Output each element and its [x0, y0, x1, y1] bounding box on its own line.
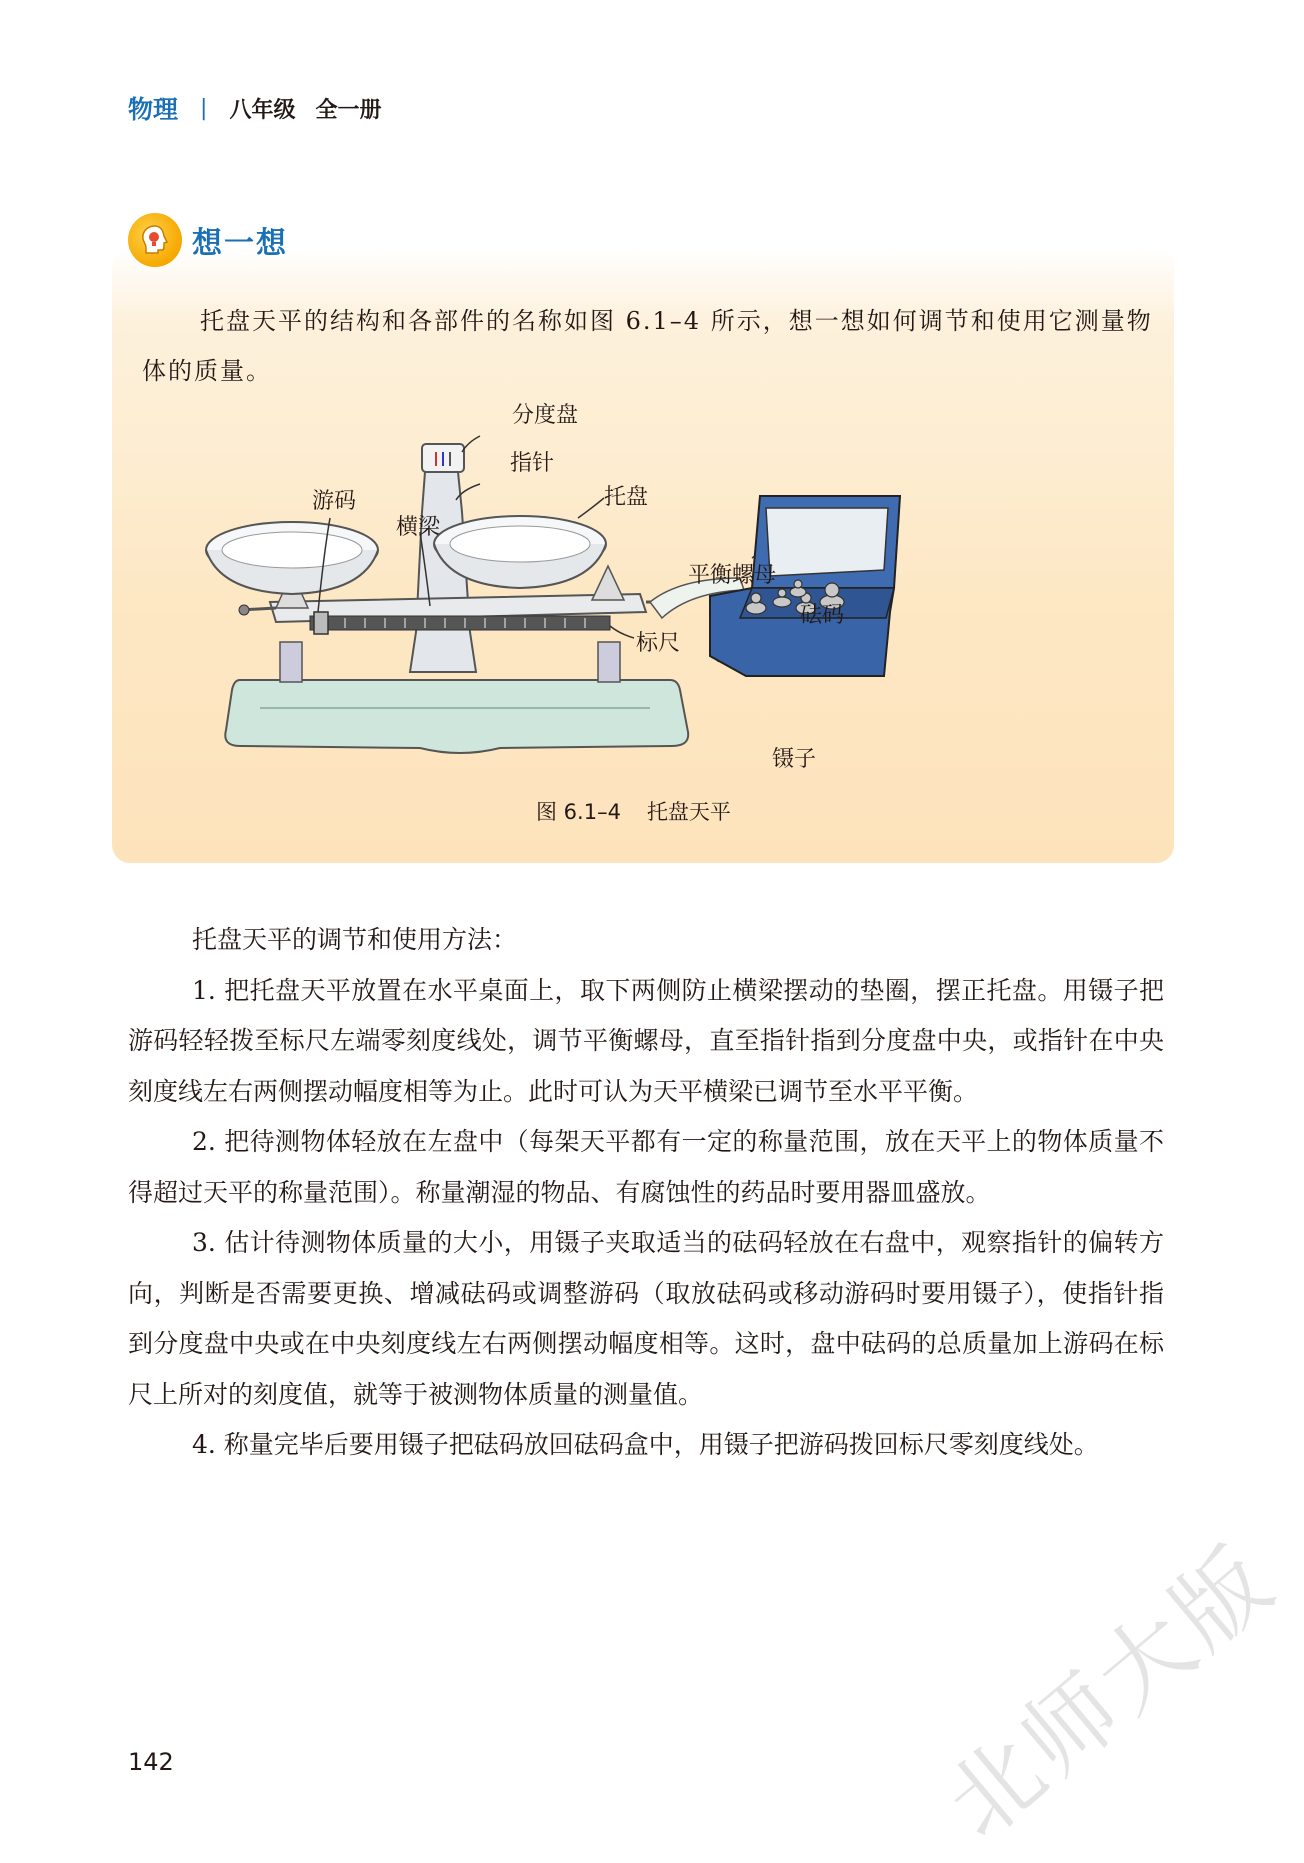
label-scale: 标尺 — [636, 631, 681, 656]
think-paragraph: 托盘天平的结构和各部件的名称如图 6.1–4 所示，想一想如何调节和使用它测量物体的质量。 — [142, 307, 1153, 385]
page-header — [128, 88, 381, 128]
think-tag — [128, 212, 288, 268]
label-rider: 游码 — [312, 489, 357, 514]
watermark: 北师大版 — [926, 1524, 1296, 1859]
label-tweezers: 镊子 — [772, 747, 817, 772]
label-weights: 砝码 — [800, 603, 845, 628]
label-pan: 托盘 — [604, 485, 649, 510]
label-beam: 横梁 — [396, 515, 441, 540]
balance-illustration — [200, 412, 1060, 772]
label-pointer: 指针 — [510, 451, 555, 476]
think-title: 想一想 — [192, 226, 288, 261]
caption-title: 托盘天平 — [646, 800, 731, 824]
volume-label: 全一册 — [315, 97, 382, 123]
lightbulb-head-icon — [128, 213, 182, 267]
caption-number: 图 6.1–4 — [536, 800, 621, 824]
subject-title: 物理 — [128, 95, 179, 124]
page-number: 142 — [128, 1748, 174, 1776]
step-paragraph: 4. 称量完毕后要用镊子把砝码放回砝码盒中，用镊子把游码拨回标尺零刻度线处。 — [192, 1430, 1099, 1459]
step-paragraph: 2. 把待测物体轻放在左盘中（每架天平都有一定的称量范围，放在天平上的物体质量不得超过天平的称量范围）。称量潮湿的物品、有腐蚀性的药品时要用器皿盛放。 — [128, 1127, 1164, 1207]
header-separator: | — [200, 95, 208, 121]
step-paragraph: 1. 把托盘天平放置在水平桌面上，取下两侧防止横梁摆动的垫圈，摆正托盘。用镊子把游码轻轻拨至标尺左端零刻度线处，调节平衡螺母，直至指针指到分度盘中央，或指针在中央刻度线左右两侧摆动幅度相等为止。此时可认为天平横梁已调节至水平平衡。 — [128, 975, 1164, 1106]
body-text — [128, 915, 1164, 1471]
body-intro: 托盘天平的调节和使用方法： — [192, 925, 518, 954]
step-paragraph: 3. 估计待测物体质量的大小，用镊子夹取适当的砝码轻放在右盘中，观察指针的偏转方向，判断是否需要更换、增减砝码或调整游码（取放砝码或移动游码时要用镊子），使指针指到分度盘中央或在中央刻度线左右两侧摆动幅度相等。这时，盘中砝码的总质量加上游码在标尺上所对的刻度值，就等于被测物体质量的测量值。 — [128, 1228, 1164, 1409]
figure-caption — [536, 796, 731, 826]
label-dial: 分度盘 — [512, 403, 579, 428]
balance-figure — [200, 403, 1060, 772]
grade-label: 八年级 — [229, 97, 296, 123]
label-balance-nut: 平衡螺母 — [688, 563, 777, 588]
